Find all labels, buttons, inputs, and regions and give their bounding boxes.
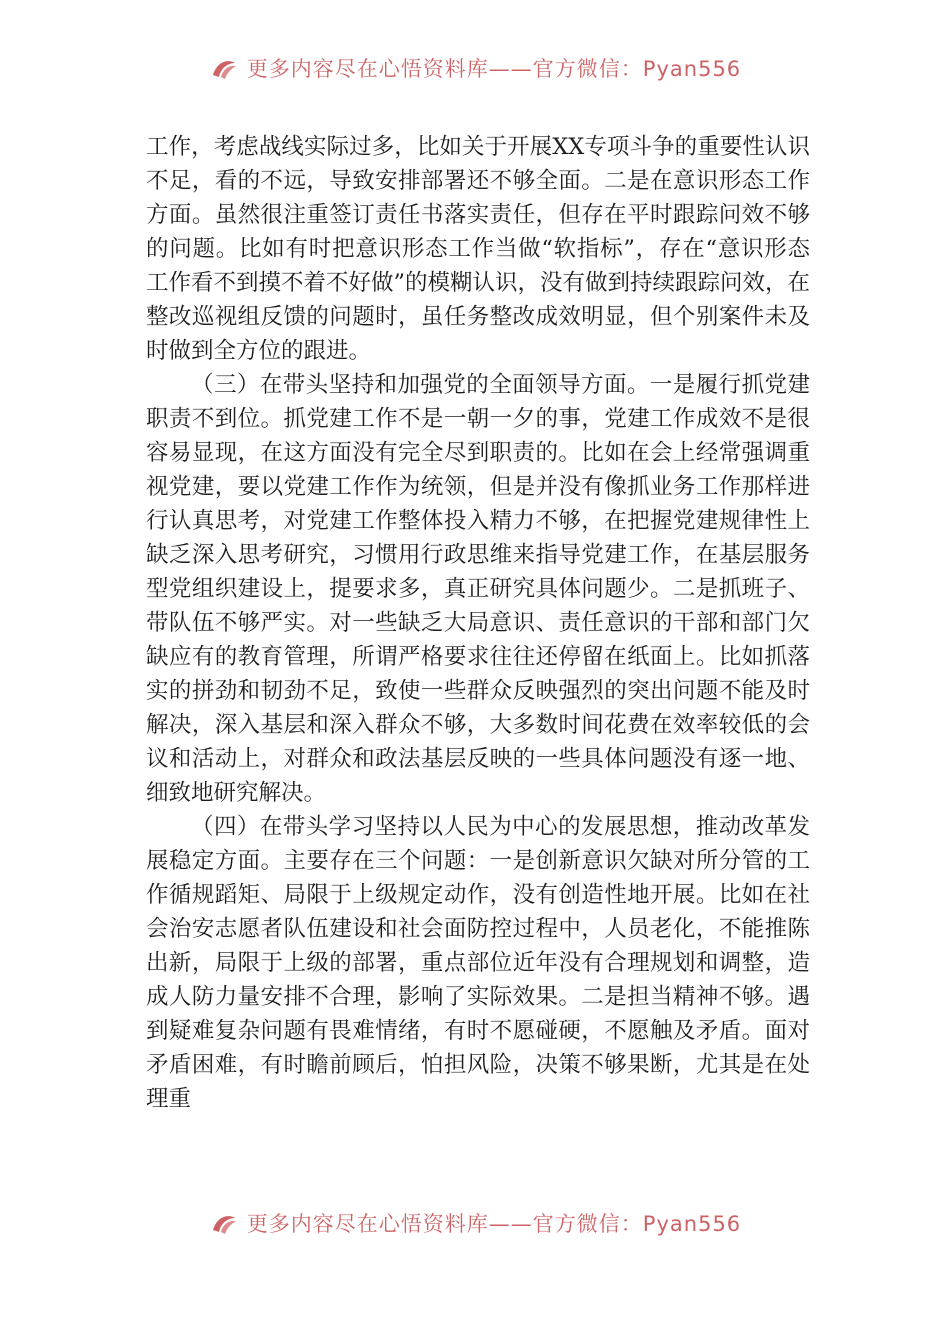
footer-watermark-banner (0, 1203, 950, 1243)
header-watermark-banner (0, 48, 950, 88)
document-body (146, 130, 810, 1116)
paragraph-section-three: （三）在带头坚持和加强党的全面领导方面。一是履行抓党建职责不到位。抓党建工作不是一朝一夕的事，党建工作成效不是很容易显现，在这方面没有完全尽到职责的。比如在会上经常强调重视党建，要以党建工作作为统领，但是并没有像抓业务工作那样进行认真思考，对党建工作整体投入精力不够，在把握党建规律性上缺乏深入思考研究，习惯用行政思维来指导党建工作，在基层服务型党组织建设上，提要求多，真正研究具体问题少。二是抓班子、带队伍不够严实。对一些缺乏大局意识、责任意识的干部和部门欠缺应有的教育管理，所谓严格要求往往还停留在纸面上。比如抓落实的拼劲和韧劲不足，致使一些群众反映强烈的突出问题不能及时解决，深入基层和深入群众不够，大多数时间花费在效率较低的会议和活动上，对群众和政法基层反映的一些具体问题没有逐一地、细致地研究解决。 (146, 372, 810, 806)
header-watermark-text: 更多内容尽在心悟资料库——官方微信：Pyan556 (246, 57, 742, 81)
brand-logo-icon (209, 1210, 239, 1236)
paragraph-continuation: 工作，考虑战线实际过多，比如关于开展XX专项斗争的重要性认识不足，看的不远，导致安排部署还不够全面。二是在意识形态工作方面。虽然很注重签订责任书落实责任，但存在平时跟踪问效不够的问题。比如有时把意识形态工作当做“软指标”，存在“意识形态工作看不到摸不着不好做”的模糊认识，没有做到持续跟踪问效，在整改巡视组反馈的问题时，虽任务整改成效明显，但个别案件未及时做到全方位的跟进。 (146, 134, 811, 364)
paragraph-section-four: （四）在带头学习坚持以人民为中心的发展思想，推动改革发展稳定方面。主要存在三个问题：一是创新意识欠缺对所分管的工作循规蹈矩、局限于上级规定动作，没有创造性地开展。比如在社会治安志愿者队伍建设和社会面防控过程中，人员老化，不能推陈出新，局限于上级的部署，重点部位近年没有合理规划和调整，造成人防力量安排不合理，影响了实际效果。二是担当精神不够。遇到疑难复杂问题有畏难情绪，有时不愿碰硬，不愿触及矛盾。面对矛盾困难，有时瞻前顾后，怕担风险，决策不够果断，尤其是在处理重 (146, 814, 810, 1112)
brand-logo-icon (209, 55, 239, 81)
footer-watermark-text: 更多内容尽在心悟资料库——官方微信：Pyan556 (246, 1212, 742, 1236)
